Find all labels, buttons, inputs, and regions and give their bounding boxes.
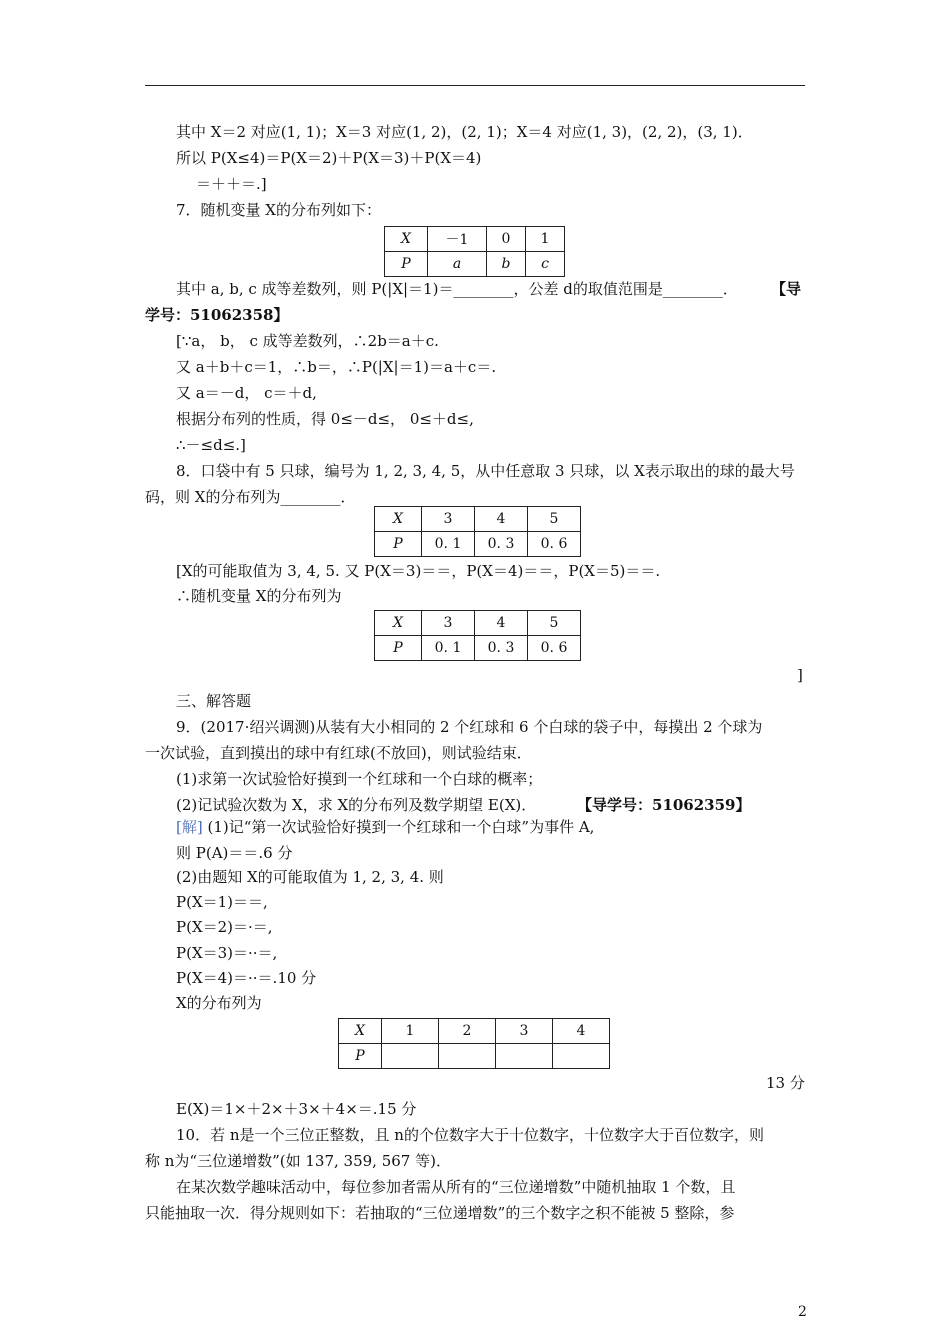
text-line: ∴－≤d≤.] xyxy=(176,436,246,454)
text-line: 码，则 X的分布列为________． xyxy=(145,488,356,506)
solution-line xyxy=(176,817,594,837)
text-line: 在某次数学趣味活动中，每位参加者需从所有的“三位递增数”中随机抽取 1 个数，且 xyxy=(176,1178,736,1196)
table-8a xyxy=(374,506,581,557)
table-cell: 4 xyxy=(475,611,528,636)
ref-label: 【导 xyxy=(771,280,802,298)
table-cell: a xyxy=(428,252,487,277)
ref-label: 【导学号：51062359】 xyxy=(577,796,751,814)
text-line: [∵a， b， c 成等差数列，∴2b＝a＋c. xyxy=(176,332,439,350)
table-cell: 0. 6 xyxy=(528,532,581,557)
question-7: 7．随机变量 X的分布列如下： xyxy=(176,201,381,219)
table-cell: 3 xyxy=(496,1019,553,1044)
table-cell: 5 xyxy=(528,611,581,636)
table-cell: 4 xyxy=(475,507,528,532)
text-line: P(X＝2)＝·＝, xyxy=(176,918,273,936)
table-cell: X xyxy=(375,507,422,532)
table-cell: 1 xyxy=(382,1019,439,1044)
solution-label: [解] xyxy=(176,818,203,836)
page-number: 2 xyxy=(798,1304,807,1320)
table-cell: P xyxy=(385,252,428,277)
text-line: 又 a＝－d， c＝＋d, xyxy=(176,384,317,402)
table-cell: 3 xyxy=(422,611,475,636)
question-9: 9．(2017·绍兴调测)从装有大小相同的 2 个红球和 6 个白球的袋子中，每摸出 2 个球为 xyxy=(176,718,763,736)
text-line: 根据分布列的性质，得 0≤－d≤， 0≤＋d≤, xyxy=(176,410,474,428)
table-cell: 4 xyxy=(553,1019,610,1044)
table-cell: P xyxy=(339,1044,382,1069)
section-heading: 三、解答题 xyxy=(176,692,252,710)
table-cell: X xyxy=(339,1019,382,1044)
table-cell: 0. 1 xyxy=(422,532,475,557)
table-cell xyxy=(496,1044,553,1069)
question-10: 10．若 n是一个三位正整数，且 n的个位数字大于十位数字，十位数字大于百位数字，则 xyxy=(176,1126,764,1144)
table-cell: 0. 3 xyxy=(475,636,528,661)
score-label: 13 分 xyxy=(766,1074,805,1092)
table-9 xyxy=(338,1018,610,1069)
text-line: P(X＝1)＝＝, xyxy=(176,893,268,911)
text-line: 又 a＋b＋c＝1，∴b＝，∴P(|X|＝1)＝a＋c＝. xyxy=(176,358,497,376)
text-line: 一次试验，直到摸出的球中有红球(不放回)，则试验结束． xyxy=(145,744,532,762)
table-cell: 3 xyxy=(422,507,475,532)
table-cell xyxy=(382,1044,439,1069)
header-rule xyxy=(145,85,805,86)
table-7 xyxy=(384,226,565,277)
text-line: ∴随机变量 X的分布列为 xyxy=(176,587,342,605)
text-line: 其中 a, b, c 成等差数列，则 P(|X|＝1)＝________，公差 d的取值范围是________． xyxy=(176,280,738,298)
text-line: P(X＝4)＝··＝.10 分 xyxy=(176,969,317,987)
table-cell xyxy=(439,1044,496,1069)
table-cell: 1 xyxy=(526,227,565,252)
text-line: ＝＋＋＝.] xyxy=(196,175,267,193)
text-line: (2)记试验次数为 X，求 X的分布列及数学期望 E(X)． xyxy=(176,796,537,814)
table-cell: 5 xyxy=(528,507,581,532)
text-line: (2)由题知 X的可能取值为 1, 2, 3, 4. 则 xyxy=(176,868,444,886)
text-line: 所以 P(X≤4)＝P(X＝2)＋P(X＝3)＋P(X＝4) xyxy=(176,149,482,167)
text-line: 称 n为“三位递增数”(如 137, 359, 567 等)． xyxy=(145,1152,451,1170)
text-line: 其中 X＝2 对应(1, 1)；X＝3 对应(1, 2)，(2, 1)；X＝4 对应(1, 3)，(2, 2)，(3, 1)． xyxy=(176,123,753,141)
table-cell xyxy=(553,1044,610,1069)
table-cell: c xyxy=(526,252,565,277)
table-cell: 0. 6 xyxy=(528,636,581,661)
table-cell: P xyxy=(375,532,422,557)
table-cell: P xyxy=(375,636,422,661)
text-line: 则 P(A)＝＝.6 分 xyxy=(176,844,293,862)
table-cell: X xyxy=(375,611,422,636)
table-cell: －1 xyxy=(428,227,487,252)
text-line: P(X＝3)＝··＝, xyxy=(176,944,278,962)
text-line: (1)求第一次试验恰好摸到一个红球和一个白球的概率； xyxy=(176,770,543,788)
table-8b xyxy=(374,610,581,661)
text-line: 只能抽取一次．得分规则如下：若抽取的“三位递增数”的三个数字之积不能被 5 整除，参 xyxy=(145,1204,735,1222)
ref-number: 学号：51062358】 xyxy=(145,306,289,324)
table-cell: X xyxy=(385,227,428,252)
closing-bracket: ] xyxy=(797,666,803,684)
question-8: 8．口袋中有 5 只球，编号为 1, 2, 3, 4, 5，从中任意取 3 只球，以 X表示取出的球的最大号 xyxy=(176,462,795,480)
text-line: [X的可能取值为 3, 4, 5. 又 P(X＝3)＝＝，P(X＝4)＝＝，P(X＝5)＝＝. xyxy=(176,562,661,580)
table-cell: 0. 3 xyxy=(475,532,528,557)
table-cell: 2 xyxy=(439,1019,496,1044)
text-line: X的分布列为 xyxy=(176,994,262,1012)
text-line: (1)记“第一次试验恰好摸到一个红球和一个白球”为事件 A, xyxy=(202,818,595,836)
text-line: E(X)＝1×＋2×＋3×＋4×＝.15 分 xyxy=(176,1100,417,1118)
table-cell: 0. 1 xyxy=(422,636,475,661)
table-cell: 0 xyxy=(487,227,526,252)
table-cell: b xyxy=(487,252,526,277)
